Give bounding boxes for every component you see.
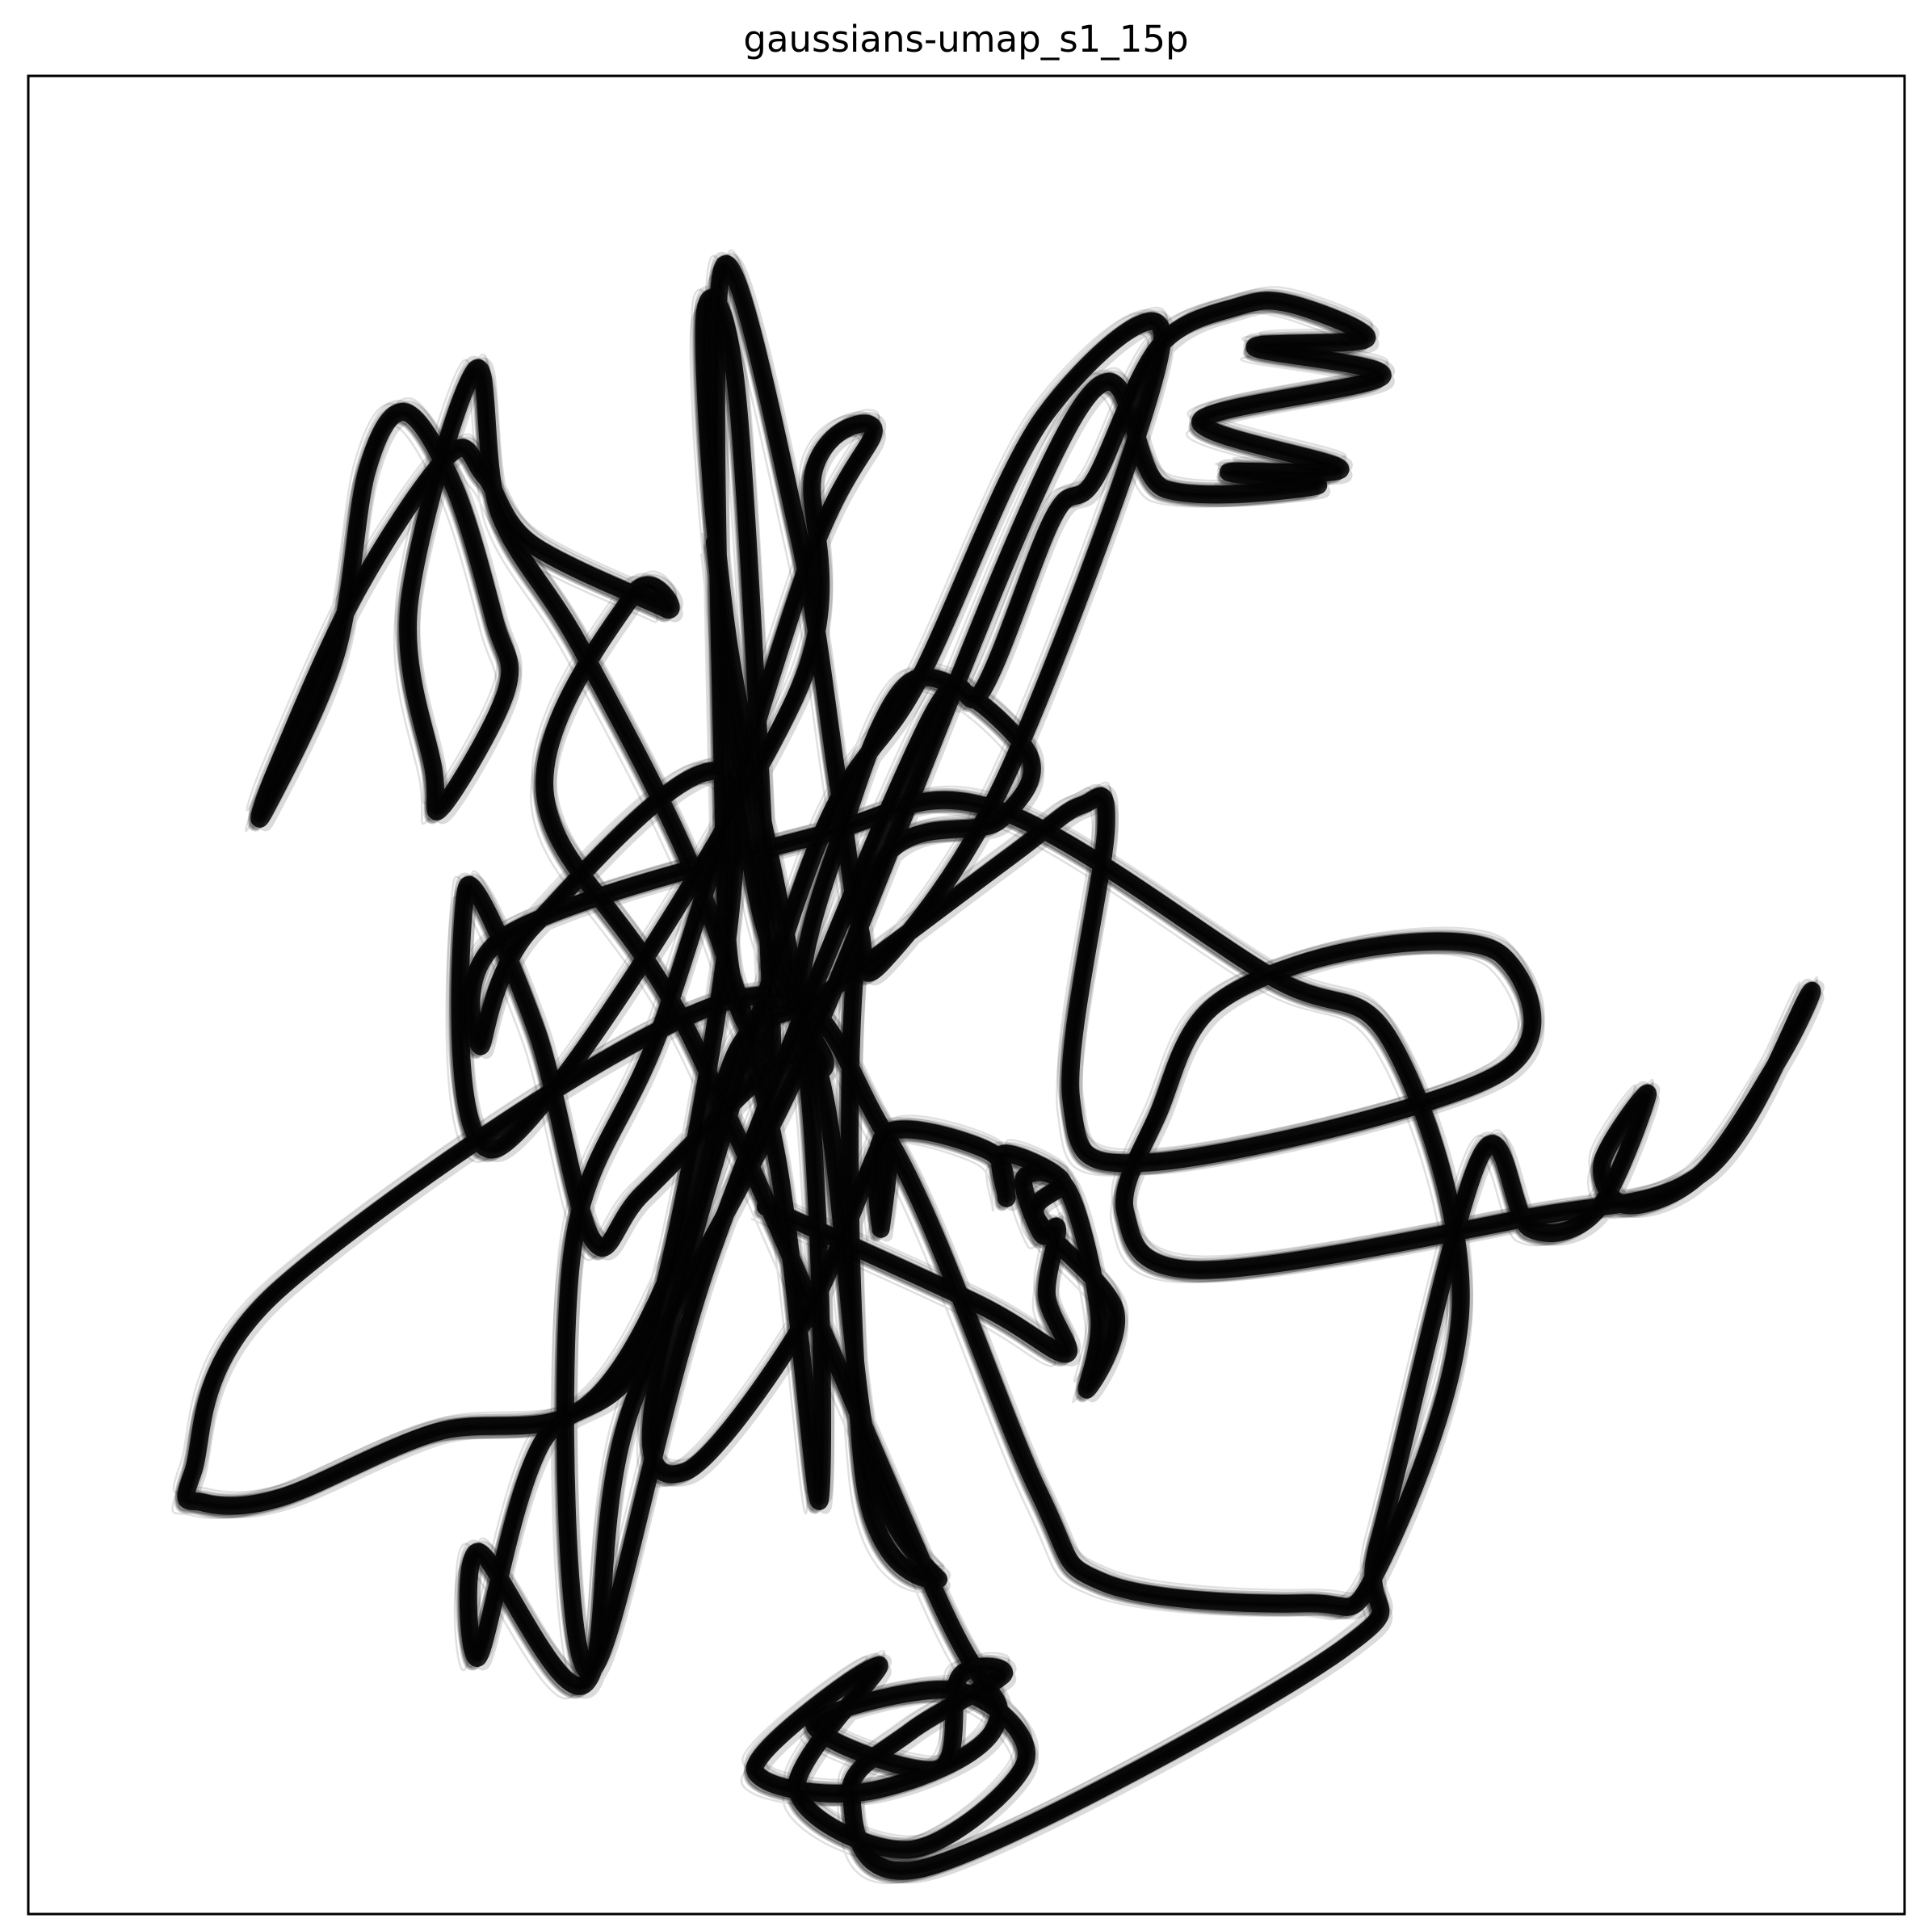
chart-title: gaussians-umap_s1_15p [743,18,1189,61]
